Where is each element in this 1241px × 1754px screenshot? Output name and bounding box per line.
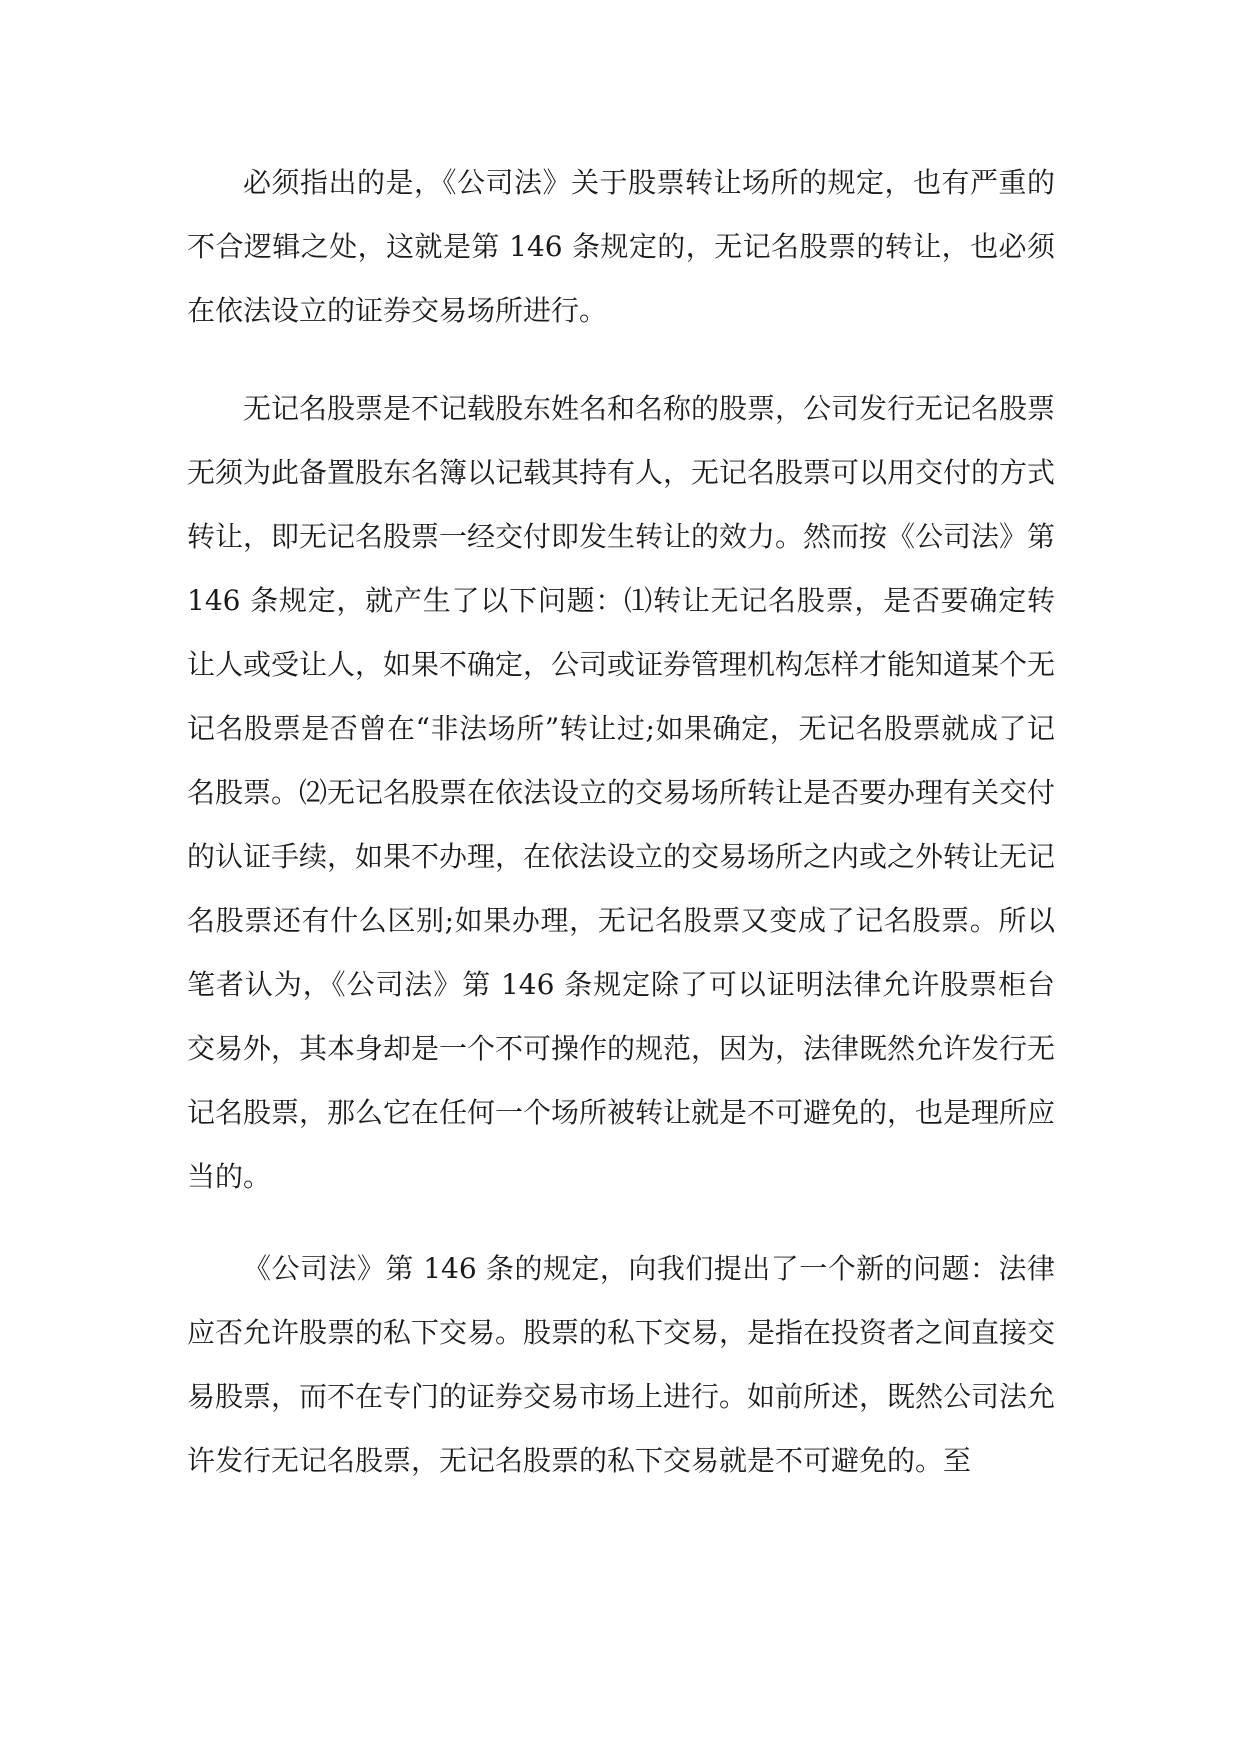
body-paragraph: 无记名股票是不记载股东姓名和名称的股票，公司发行无记名股票无须为此备置股东名簿以记载其持有人，无记名股票可以用交付的方式转让，即无记名股票一经交付即发生转让的效力。然而按《公司法》第 146 条规定，就产生了以下问题：⑴转让无记名股票，是否要确定转让人或受让人，如果不确定，公司或证券管理机构怎样才能知道某个无记名股票是否曾在“非法场所”转让过;如果确定，无记名股票就成了记名股票。⑵无记名股票在依法设立的交易场所转让是否要办理有关交付的认证手续，如果不办理，在依法设立的交易场所之内或之外转让无记名股票还有什么区别;如果办理，无记名股票又变成了记名股票。所以笔者认为，《公司法》第 146 条规定除了可以证明法律允许股票柜台交易外，其本身却是一个不可操作的规范，因为，法律既然允许发行无记名股票，那么它在任何一个场所被转让就是不可避免的，也是理所应当的。 [187, 392, 1056, 1193]
body-paragraph: 必须指出的是，《公司法》关于股票转让场所的规定，也有严重的不合逻辑之处，这就是第 146 条规定的，无记名股票的转让，也必须在依法设立的证券交易场所进行。 [187, 166, 1055, 327]
body-paragraph: 《公司法》第 146 条的规定，向我们提出了一个新的问题：法律应否允许股票的私下交易。股票的私下交易，是指在投资者之间直接交易股票，而不在专门的证券交易市场上进行。如前所述，既然公司法允许发行无记名股票，无记名股票的私下交易就是不可避免的。至 [187, 1252, 1056, 1477]
